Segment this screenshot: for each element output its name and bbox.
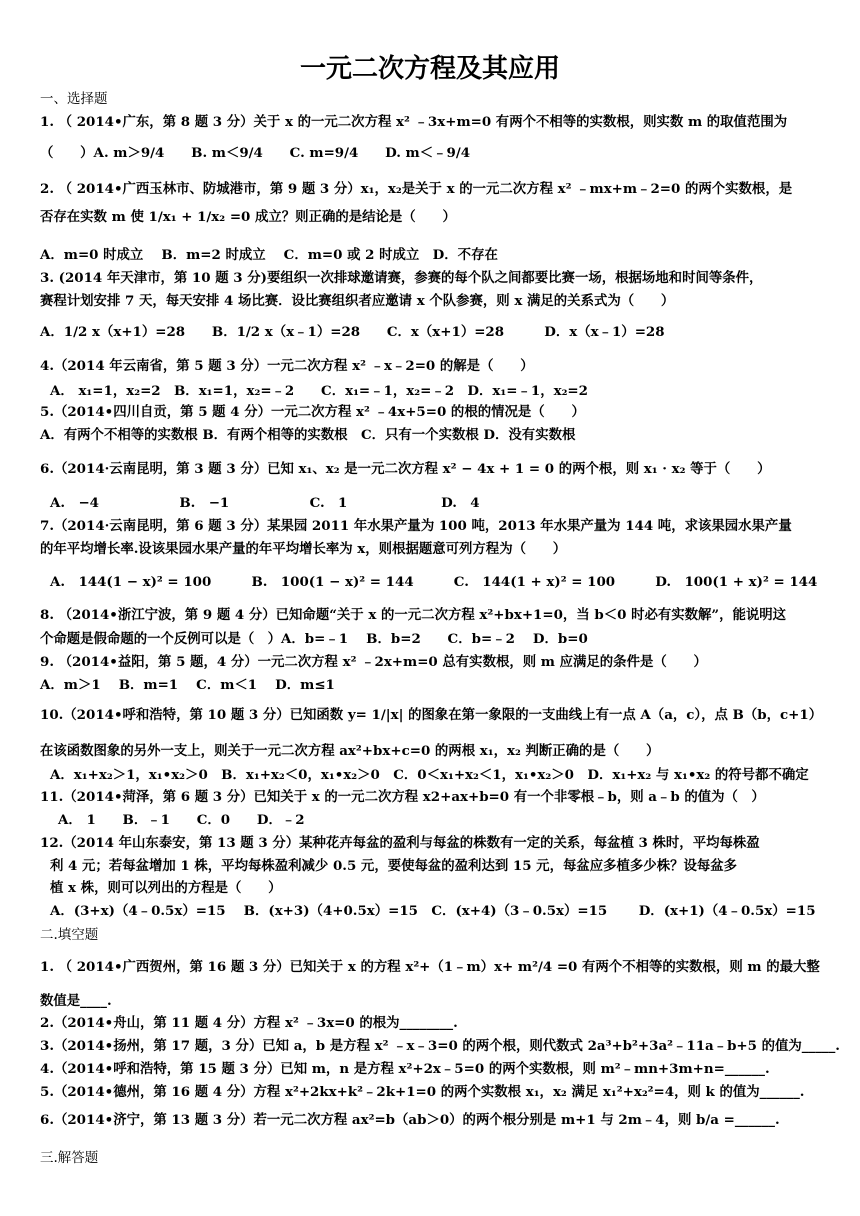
question-line: 个命题是假命题的一个反例可以是（ ）A．b=﹣1 B．b=2 C．b=﹣2 D．b=0 [40,631,588,647]
question-line: 3. (2014 年天津市，第 10 题 3 分)要组织一次排球邀请赛，参赛的每个队之间都要比赛一场，根据场地和时间等条件， [40,270,763,286]
question-line: A． x₁=1，x₂=2 B．x₁=1，x₂=﹣2 C．x₁=﹣1，x₂=﹣2 D．x₁=﹣1，x₂=2 [50,383,588,399]
question-line: 8. （2014•浙江宁波，第 9 题 4 分）已知命题“关于 x 的一元二次方程 x²+bx+1=0，当 b＜0 时必有实数解”，能说明这 [40,607,787,623]
question-line: 4.（2014•呼和浩特，第 15 题 3 分）已知 m，n 是方程 x²+2x﹣5=0 的两个实数根，则 m²﹣mn+3m+n=______. [40,1061,770,1077]
question-line: A. 144(1 − x)² = 100 B. 100(1 − x)² = 144 C. 144(1 + x)² = 100 D. 100(1 + x)² = 144 [50,574,818,590]
question-line: 在该函数图象的另外一支上，则关于一元二次方程 ax²+bx+c=0 的两根 x₁，x₂ 判断正确的是（ ） [40,743,660,759]
question-line: 1. （ 2014•广西贺州，第 16 题 3 分）已知关于 x 的方程 x²+（1﹣m）x+ m²/4 =0 有两个不相等的实数根，则 m 的最大整 [40,959,820,975]
question-line: 5.（2014•四川自贡，第 5 题 4 分）一元二次方程 x² ﹣4x+5=0 的根的情况是（ ） [40,404,585,420]
question-line: A． 1 B．﹣1 C．0 D．﹣2 [58,812,305,828]
section-heading-solve: 三.解答题 [40,1150,99,1166]
question-line: 数值是____. [40,993,112,1009]
question-line: 11.（2014•菏泽，第 6 题 3 分）已知关于 x 的一元二次方程 x2+ax+b=0 有一个非零根﹣b，则 a﹣b 的值为（ ） [40,789,765,805]
question-line: 利 4 元；若每盆增加 1 株，平均每株盈利减少 0.5 元，要使每盆的盈利达到 15 元，每盆应多植多少株？设每盆多 [50,858,738,874]
question-line: 2. （ 2014•广西玉林市、防城港市，第 9 题 3 分）x₁，x₂是关于 x 的一元二次方程 x² ﹣mx+m﹣2=0 的两个实数根，是 [40,181,793,197]
question-line: 12.（2014 年山东泰安，第 13 题 3 分）某种花卉每盆的盈利与每盆的株数有一定的关系，每盆植 3 株时，平均每株盈 [40,835,760,851]
question-line: （ ）A. m＞9/4 B. m＜9/4 C. m=9/4 D. m＜﹣9/4 [40,145,471,161]
question-line: 6.（2014·云南昆明，第 3 题 3 分）已知 x₁、x₂ 是一元二次方程 x² − 4x + 1 = 0 的两个根，则 x₁ · x₂ 等于（ ） [40,461,771,477]
question-line: A. −4 B. −1 C. 1 D. 4 [50,495,480,511]
question-line: A．m＞1 B．m=1 C．m＜1 D．m≤1 [40,677,335,693]
question-line: 2.（2014•舟山，第 11 题 4 分）方程 x² ﹣3x=0 的根为________. [40,1015,458,1031]
question-line: 5.（2014•德州，第 16 题 4 分）方程 x²+2kx+k²﹣2k+1=0 的两个实数根 x₁，x₂ 满足 x₁²+x₂²=4，则 k 的值为______. [40,1084,805,1100]
question-line: 否存在实数 m 使 1/x₁ + 1/x₂ =0 成立？则正确的是结论是（ ） [40,209,456,225]
question-line: 6.（2014•济宁，第 13 题 3 分）若一元二次方程 ax²=b（ab＞0）的两个根分别是 m+1 与 2m﹣4，则 b/a =______. [40,1112,780,1128]
question-line: 9. （2014•益阳，第 5 题，4 分）一元二次方程 x² ﹣2x+m=0 总有实数根，则 m 应满足的条件是（ ） [40,654,707,670]
question-line: 的年平均增长率.设该果园水果产量的年平均增长率为 x，则根据题意可列方程为（ ） [40,541,567,557]
question-line: 1. （ 2014•广东，第 8 题 3 分）关于 x 的一元二次方程 x² ﹣3x+m=0 有两个不相等的实数根，则实数 m 的取值范围为 [40,114,788,130]
section-heading-choice: 一、选择题 [40,91,108,107]
question-line: 4.（2014 年云南省，第 5 题 3 分）一元二次方程 x² ﹣x﹣2=0 的解是（ ） [40,358,534,374]
question-line: 3.（2014•扬州，第 17 题，3 分）已知 a，b 是方程 x² ﹣x﹣3=0 的两个根，则代数式 2a³+b²+3a²﹣11a﹣b+5 的值为_____. [40,1038,840,1054]
question-line: 赛程计划安排 7 天，每天安排 4 场比赛．设比赛组织者应邀请 x 个队参赛，则 x 满足的关系式为（ ） [40,293,675,309]
page-title: 一元二次方程及其应用 [299,54,560,84]
question-line: 植 x 株，则可以列出的方程是（ ） [50,880,282,896]
question-line: A．(3+x)（4﹣0.5x）=15 B．(x+3)（4+0.5x）=15 C．(x+4)（3﹣0.5x）=15 D．(x+1)（4﹣0.5x）=15 [50,903,816,919]
question-line: 7.（2014·云南昆明，第 6 题 3 分）某果园 2011 年水果产量为 100 吨，2013 年水果产量为 144 吨，求该果园水果产量 [40,518,792,534]
question-line: A．有两个不相等的实数根 B．有两个相等的实数根 C．只有一个实数根 D．没有实数根 [40,427,576,443]
section-heading-fill: 二.填空题 [40,927,99,943]
question-line: A．x₁+x₂＞1，x₁•x₂＞0 B．x₁+x₂＜0，x₁•x₂＞0 C．0＜x₁+x₂＜1，x₁•x₂＞0 D．x₁+x₂ 与 x₁•x₂ 的符号都不确定 [50,767,809,783]
question-line: A．1/2 x（x+1）=28 B．1/2 x（x﹣1）=28 C．x（x+1）=28 D．x（x﹣1）=28 [40,324,665,340]
question-line: 10.（2014•呼和浩特，第 10 题 3 分）已知函数 y= 1/|x| 的图象在第一象限的一支曲线上有一点 A（a，c），点 B（b，c+1） [40,707,823,723]
question-line: A．m=0 时成立 B．m=2 时成立 C．m=0 或 2 时成立 D．不存在 [40,247,498,263]
